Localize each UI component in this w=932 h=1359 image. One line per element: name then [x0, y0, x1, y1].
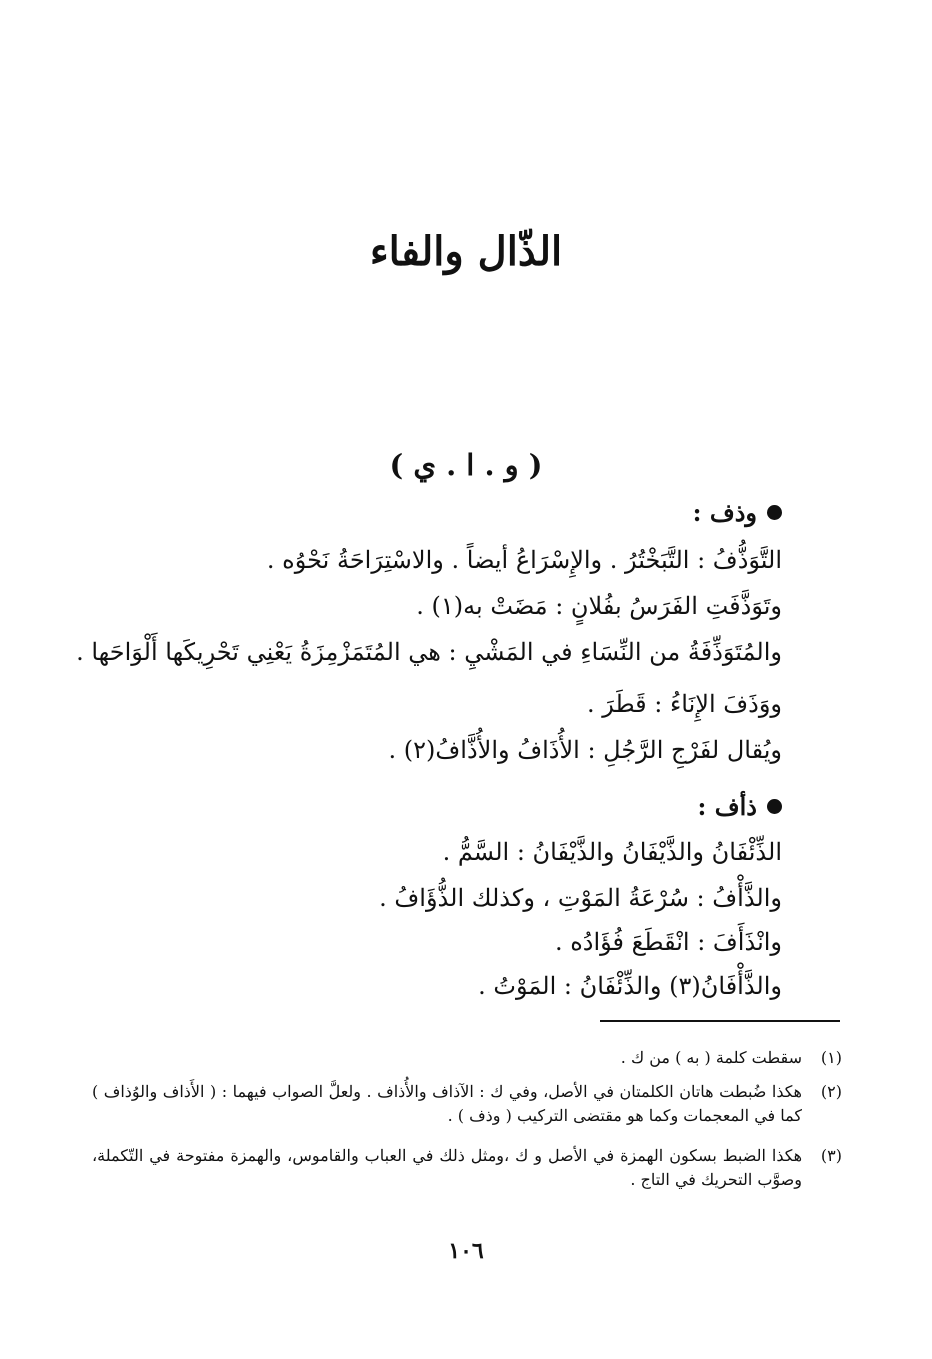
page-number: ١٠٦ — [448, 1238, 484, 1264]
headword-text: ذأف : — [697, 792, 757, 821]
entry-line: الذِّئْفَانُ والذَّيْفَانُ والذَّيْفَانُ : السَّمُّ . — [442, 838, 782, 866]
footnote-number: (٢) — [820, 1082, 842, 1101]
footnote-text: سقطت كلمة ( به ) من ك . — [620, 1048, 802, 1067]
entry-line: والمُتَوَذِّفَةُ من النِّسَاءِ في المَشْيِ : هي المُتَمَزْمِزَةُ يَعْنِي تَحْرِيكَها أَلْوَاحَها . — [76, 638, 782, 666]
entry-line: والذَّأْفُ : سُرْعَةُ المَوْتِ ، وكذلك الذُّؤَافُ . — [379, 884, 782, 912]
entry-headword — [698, 792, 782, 821]
footnote-number: (١) — [820, 1048, 842, 1067]
entry-line: وانْذَأَفَ : انْقَطَعَ فُؤَادُه . — [554, 928, 782, 956]
footnote — [92, 1080, 842, 1128]
bullet-icon — [767, 505, 782, 520]
entry-line: التَّوَذُّفُ : التَّبَخْتُرُ . والإِسْرَاعُ أيضاً . والاسْتِرَاحَةُ نَحْوُه . — [266, 546, 782, 574]
entry-line: وتَوَذَّفَتِ الفَرَسُ بفُلانٍ : مَضَتْ به(١) . — [416, 592, 782, 620]
footnote — [92, 1046, 842, 1070]
root-heading: ( و . ا . ي ) — [389, 448, 543, 482]
chapter-title: الذّال والفاء — [369, 228, 563, 275]
entry-line: والذَّأْفَانُ(٣) والذِّئْفَانُ : المَوْتُ . — [478, 972, 782, 1000]
footnote-number: (٣) — [820, 1146, 842, 1165]
bullet-icon — [767, 799, 782, 814]
entry-line: ويُقال لفَرْجِ الرَّجُلِ : الأُذَافُ والأُذَّافُ(٢) . — [388, 736, 782, 764]
entry-headword — [693, 498, 782, 527]
footnote-text: هكذا الضبط بسكون الهمزة في الأصل و ك ،ومثل ذلك في العباب والقاموس، والهمزة مفتوحة في التّكملة، وصوَّب التحريك في التاج . — [92, 1146, 802, 1189]
footnote — [92, 1144, 842, 1192]
footnote-divider — [600, 1020, 840, 1022]
entry-line: ووَذَفَ الإِنَاءُ : قَطَرَ . — [586, 690, 782, 718]
headword-text: وذف : — [692, 498, 757, 527]
footnote-text: هكذا ضُبطت هاتان الكلمتان في الأصل، وفي ك : الآذاف والأُذاف . ولعلَّ الصواب فيهما : ( الأَذاف والوُذاف ) كما في المعجمات وكما هو مقتضى التركيب ( وذف ) . — [92, 1082, 802, 1125]
